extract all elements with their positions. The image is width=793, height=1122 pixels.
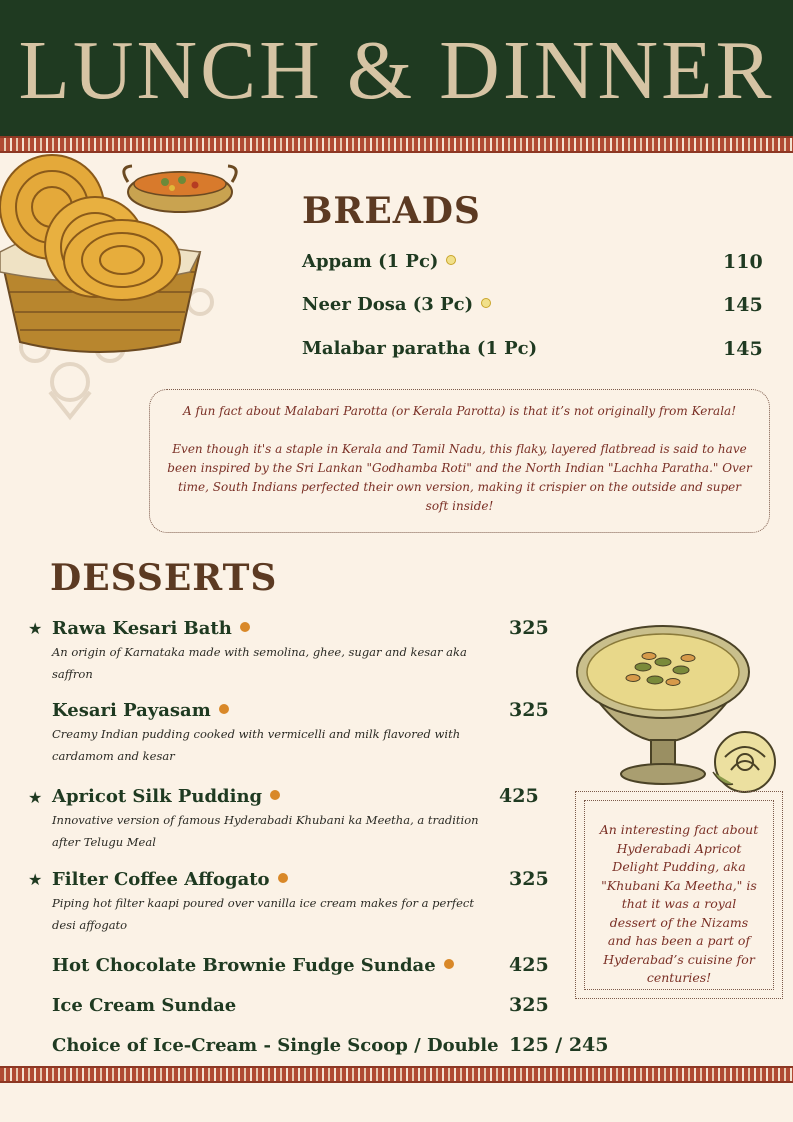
dessert-price-kesari-payasam: 325 [509, 699, 549, 721]
bread-price-neer-dosa: 145 [723, 294, 763, 316]
item-name-label: Neer Dosa (3 Pc) [302, 294, 474, 315]
dessert-desc-rawa-kesari-bath: An origin of Karnataka made with semolina, ghee, sugar and kesar aka saffron [52, 645, 467, 681]
dessert-item-ice-cream-sundae: Ice Cream Sundae [52, 995, 237, 1016]
dessert-item-hot-chocolate-brownie-fudge-sundae [52, 955, 454, 976]
star-icon: ★ [28, 870, 43, 889]
dot-icon [270, 790, 280, 800]
dessert-price-rawa-kesari-bath: 325 [509, 617, 549, 639]
bread-price-malabar-paratha: 145 [723, 338, 763, 360]
veg-badge-icon [481, 298, 491, 308]
desserts-section-title: DESSERTS [50, 557, 278, 599]
top-border-band [0, 136, 793, 153]
dot-icon [240, 622, 250, 632]
item-name-label: Hot Chocolate Brownie Fudge Sundae [52, 955, 436, 976]
bread-item-appam [302, 251, 456, 272]
dessert-item-choice-of-ice-cream: Choice of Ice-Cream - Single Scoop / Double [52, 1035, 499, 1056]
star-icon: ★ [28, 788, 43, 807]
item-name-label: Filter Coffee Affogato [52, 869, 270, 890]
bottom-border-band [0, 1066, 793, 1083]
apricot-pudding-bowl-illustration [573, 612, 783, 812]
fact-line-2: Even though it's a staple in Kerala and Tamil Nadu, this flaky, layered flatbread is said to have been inspired by the Sri Lankan "Godhamba Roti" and the North Indian "Lachha Paratha." Over time, South Indians perfected their own version, making it crispier on the outside and super soft inside! [167, 442, 752, 513]
dessert-desc-kesari-payasam: Creamy Indian pudding cooked with vermicelli and milk flavored with cardamom and kesar [52, 727, 461, 763]
dessert-price-choice-of-ice-cream: 125 / 245 [509, 1034, 609, 1056]
dessert-item-kesari-payasam [52, 700, 229, 721]
item-name-label: Kesari Payasam [52, 700, 211, 721]
dessert-price-ice-cream-sundae: 325 [509, 994, 549, 1016]
dessert-price-hot-chocolate-brownie-fudge-sundae: 425 [509, 954, 549, 976]
dessert-price-apricot-silk-pudding: 425 [499, 785, 539, 807]
fact-line-1: A fun fact about Malabari Parotta (or Kerala Parotta) is that it’s not originally from Kerala! [182, 404, 737, 418]
dessert-desc-filter-coffee-affogato: Piping hot filter kaapi poured over vanilla ice cream makes for a perfect desi affogato [52, 896, 474, 932]
dessert-desc-apricot-silk-pudding: Innovative version of famous Hyderabadi Khubani ka Meetha, a tradition after Telugu Meal [52, 813, 479, 849]
khubani-fact-text: An interesting fact about Hyderabadi Apricot Delight Pudding, aka "Khubani Ka Meetha," is that it was a royal dessert of the Nizams and has been a part of Hyderabad’s cuisine for centuries! [599, 822, 759, 985]
item-name-label: Apricot Silk Pudding [52, 786, 263, 807]
bread-price-appam: 110 [723, 251, 763, 273]
dessert-price-filter-coffee-affogato: 325 [509, 868, 549, 890]
dot-icon [278, 873, 288, 883]
bread-item-malabar-paratha: Malabar paratha (1 Pc) [302, 338, 538, 359]
item-name-label: Appam (1 Pc) [302, 251, 439, 272]
veg-badge-icon [446, 255, 456, 265]
khubani-fact-box [584, 800, 774, 990]
dessert-item-apricot-silk-pudding [52, 786, 280, 807]
paratha-fun-fact-box [149, 389, 770, 533]
dessert-item-rawa-kesari-bath [52, 618, 250, 639]
dot-icon [219, 704, 229, 714]
dessert-item-filter-coffee-affogato [52, 869, 288, 890]
page-header [0, 0, 793, 136]
dot-icon [444, 959, 454, 969]
bread-item-neer-dosa [302, 294, 491, 315]
item-name-label: Rawa Kesari Bath [52, 618, 232, 639]
breads-section-title: BREADS [302, 190, 481, 232]
page-title: LUNCH & DINNER [18, 24, 775, 117]
star-icon: ★ [28, 619, 43, 638]
